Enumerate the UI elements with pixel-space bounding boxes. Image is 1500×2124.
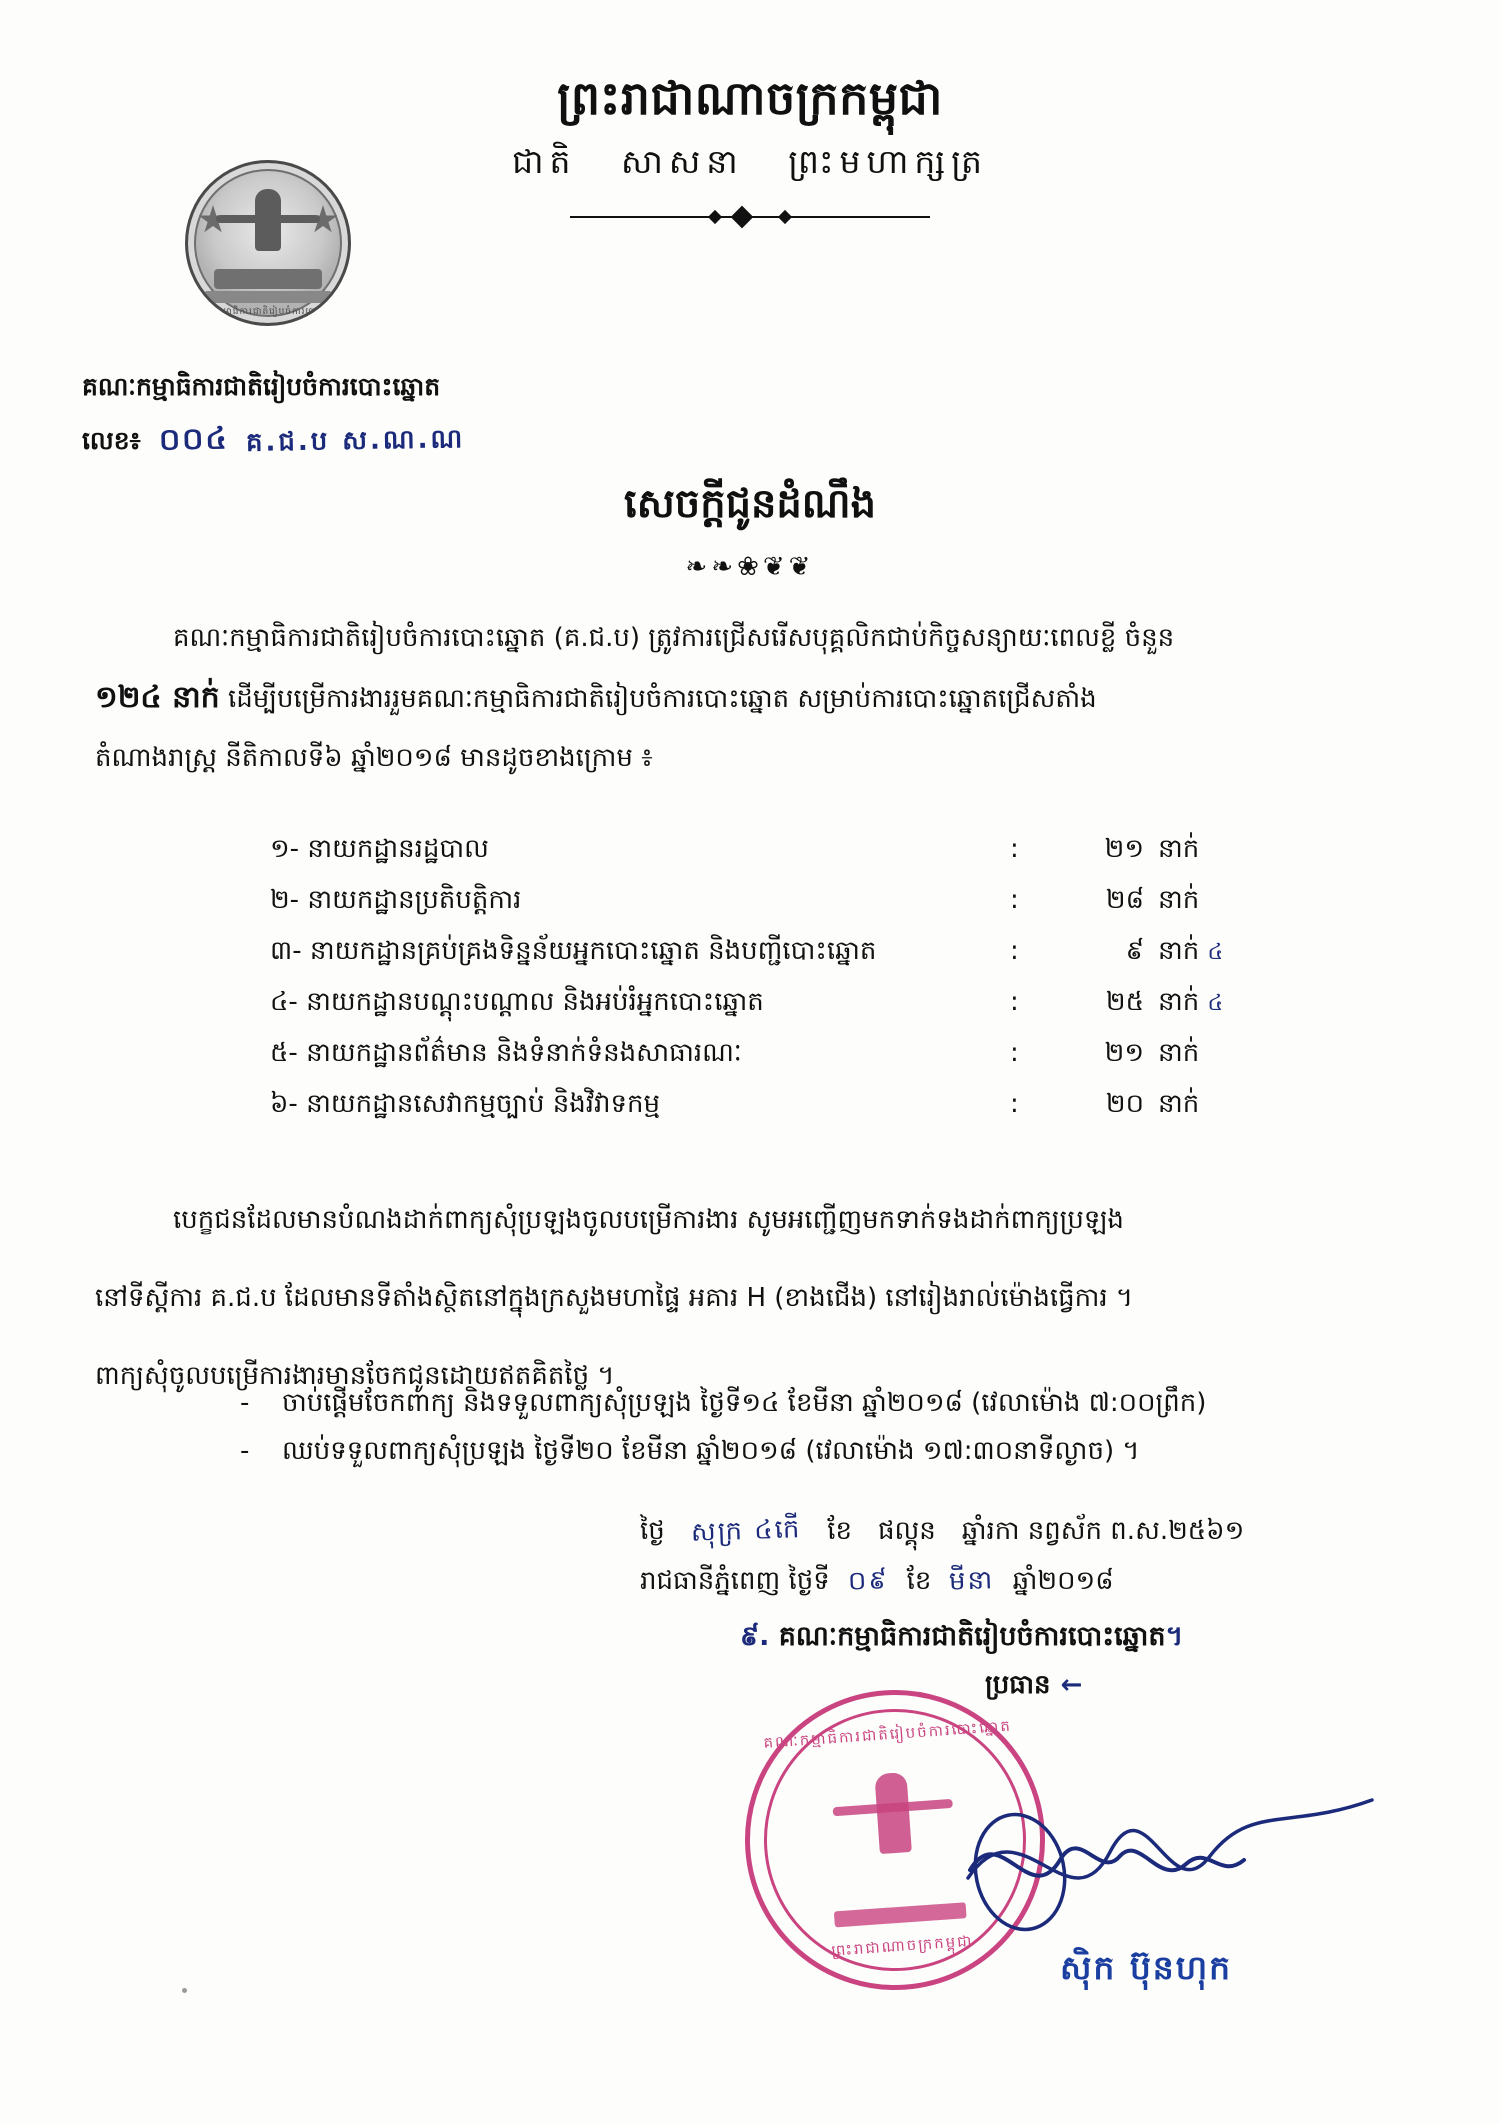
- handwritten-signature: [960, 1760, 1380, 1950]
- list-item: [240, 1386, 1460, 1434]
- instructions-line-1: បេក្ខជនដែលមានបំណងដាក់ពាក្យសុំប្រឡងចូលបម្រើការងារ សូមអញ្ជើញមកទាក់ទងដាក់ពាក្យប្រឡង: [173, 1205, 1124, 1235]
- list-item-number: ២-: [270, 885, 300, 915]
- motto-part-3: ព្រះមហាក្សត្រ: [788, 141, 988, 181]
- list-item-colon: :: [1010, 987, 1019, 1017]
- reference-line: [82, 420, 466, 464]
- seal-top-text: គណៈកម្មាធិការជាតិរៀបចំការបោះឆ្នោត: [762, 1716, 1013, 1752]
- list-item-unit: នាក់ ៤: [1158, 987, 1224, 1017]
- list-item-colon: :: [1010, 936, 1019, 966]
- reference-label: លេខ៖: [82, 426, 141, 455]
- issuing-organization: គណៈកម្មាធិការជាតិរៀបចំការបោះឆ្នោត: [82, 372, 441, 401]
- list-item-label: នាយកដ្ឋានរដ្ឋបាល: [307, 834, 489, 864]
- intro-paragraph: [95, 612, 1415, 788]
- place-month-label: ខែ: [906, 1566, 932, 1596]
- positions-list: [270, 832, 1430, 1138]
- list-item-label: នាយកដ្ឋានព័ត៌មាន និងទំនាក់ទំនងសាធារណៈ: [306, 1038, 742, 1068]
- list-item-colon: :: [1010, 1038, 1019, 1068]
- month-label: ខែ: [827, 1516, 852, 1546]
- list-item-count: ២៥: [1105, 987, 1144, 1017]
- day-handwritten: សុក្រ ៤កើ: [690, 1514, 802, 1548]
- bullet-dash-icon: -: [240, 1436, 250, 1466]
- signing-tail-handwritten: ។: [1165, 1621, 1184, 1652]
- list-item-unit: នាក់: [1158, 1038, 1200, 1068]
- page-title: សេចក្តីជូនដំណឹង: [624, 481, 876, 527]
- month-value: ផល្គុន: [877, 1516, 936, 1546]
- instructions-line-3: ពាក្យសុំចូលបម្រើការងារមានចែកជូនដោយឥតគិតថ្លៃ ។: [95, 1361, 615, 1391]
- buddhist-date-line: [640, 1514, 1420, 1552]
- divider-dot-left: [708, 209, 722, 223]
- emblem-arms: [216, 215, 320, 223]
- arrow-icon: ←: [1060, 1670, 1083, 1700]
- buddhist-year: ឆ្នាំរកា នព្វស័ក ព.ស.២៥៦១: [961, 1516, 1245, 1546]
- schedule-end-text: ឈប់ទទួលពាក្យសុំប្រឡង ថ្ងៃទី២០ ខែមីនា ឆ្នាំ២០១៨ (វេលាម៉ោង ១៧:៣០នាទីល្ងាច) ។: [282, 1436, 1140, 1466]
- list-item-mark: ៤: [1207, 991, 1224, 1016]
- seal-arms: [833, 1799, 953, 1816]
- divider-dot-right: [778, 209, 792, 223]
- place-month-handwritten: មីនា: [948, 1565, 996, 1597]
- signer-role: ប្រធាន ←: [985, 1670, 1083, 1700]
- list-item: [270, 985, 1430, 1036]
- list-item: [270, 1036, 1430, 1087]
- signing-organization-line: [740, 1620, 1183, 1659]
- list-item-mark: ៤: [1207, 940, 1224, 965]
- gregorian-date-line: [640, 1564, 1420, 1602]
- list-item: [270, 1087, 1430, 1138]
- motto-part-1: ជាតិ: [512, 141, 577, 181]
- date-block: [640, 1514, 1420, 1602]
- page-mark: [182, 1988, 187, 1993]
- emblem-rim-text: គណៈកម្មាធិការជាតិរៀបចំការបោះឆ្នោត: [195, 307, 341, 317]
- list-item-number: ៤-: [270, 987, 298, 1017]
- day-label: ថ្ងៃ: [640, 1516, 665, 1546]
- list-item-number: ១-: [270, 834, 300, 864]
- ornamental-divider: [570, 206, 930, 228]
- motto-part-2: សាសនា: [620, 141, 744, 181]
- place-day-handwritten: ០៩: [847, 1565, 890, 1597]
- list-item-unit: នាក់: [1158, 1089, 1200, 1119]
- list-item-number: ៣-: [270, 936, 302, 966]
- list-item-number: ៦-: [270, 1089, 298, 1119]
- intro-line-3: តំណាងរាស្ត្រ នីតិកាលទី៦ ឆ្នាំ២០១៨ មានដូចខាងក្រោម ៖: [95, 743, 653, 773]
- list-item-colon: :: [1010, 885, 1019, 915]
- signer-name: ស៊ិក ប៊ុនហុក: [1060, 1948, 1233, 1987]
- schedule-start-text: ចាប់ផ្ដើមចែកពាក្យ និងទទួលពាក្យសុំប្រឡង ថ្ងៃទី១៤ ខែមីនា ឆ្នាំ២០១៨ (វេលាម៉ោង ៧:០០ព្រឹក): [282, 1388, 1207, 1418]
- intro-line-2: ដើម្បីបម្រើការងាររួមគណៈកម្មាធិការជាតិរៀបចំការបោះឆ្នោត សម្រាប់ការបោះឆ្នោតជ្រើសតាំង: [227, 684, 1097, 714]
- place-label: រាជធានីភ្នំពេញ ថ្ងៃទី: [640, 1566, 830, 1596]
- list-item-unit: នាក់ ៤: [1158, 936, 1224, 966]
- intro-line-1: គណៈកម្មាធិការជាតិរៀបចំការបោះឆ្នោត (គ.ជ.ប) ត្រូវការជ្រើសរើសបុគ្គលិកជាប់កិច្ចសន្យាយៈពេលខ្លី ចំនួន: [173, 623, 1175, 653]
- seal-base: [834, 1902, 967, 1927]
- list-item-unit: នាក់: [1158, 834, 1200, 864]
- kingdom-title: ព្រះរាជាណាចក្រកម្ពុជា: [557, 71, 943, 125]
- instructions-line-2: នៅទីស្ដីការ គ.ជ.ប ដែលមានទីតាំងស្ថិតនៅក្នុងក្រសួងមហាផ្ទៃ អគារ H (ខាងជើង) នៅរៀងរាល់ម៉ោងធ្វើការ ។: [95, 1283, 1134, 1313]
- list-item-colon: :: [1010, 1089, 1019, 1119]
- list-item-count: ៩: [1125, 936, 1144, 966]
- gregorian-year: ឆ្នាំ២០១៨: [1012, 1566, 1114, 1596]
- signing-organization: គណៈកម្មាធិការជាតិរៀបចំការបោះឆ្នោត: [778, 1621, 1166, 1652]
- list-item: [270, 832, 1430, 883]
- headcount-total: ១២៤ នាក់: [95, 680, 220, 715]
- list-item-count: ២១: [1104, 834, 1144, 864]
- list-item-number: ៥-: [270, 1038, 298, 1068]
- list-item-colon: :: [1010, 834, 1019, 864]
- divider-diamond: [731, 205, 754, 228]
- list-item-count: ២០: [1105, 1089, 1144, 1119]
- schedule-list: [240, 1386, 1460, 1482]
- bullet-dash-icon: -: [240, 1388, 250, 1418]
- list-item-count: ២១: [1104, 1038, 1144, 1068]
- list-item: [240, 1434, 1460, 1482]
- emblem-base: [204, 291, 332, 303]
- seal-bottom-text: ព្រះរាជាណាចក្រកម្ពុជា: [830, 1931, 974, 1960]
- list-item: [270, 934, 1430, 985]
- national-emblem-icon: [185, 160, 351, 326]
- title-ornament-icon: ❧❧❀❦❦: [685, 552, 815, 582]
- emblem-pedestal: [214, 269, 322, 289]
- list-item-unit: នាក់: [1158, 885, 1200, 915]
- list-item-label: នាយកដ្ឋានសេវាកម្មច្បាប់ និងវិវាទកម្ម: [306, 1089, 661, 1119]
- list-item-label: នាយកដ្ឋានប្រតិបត្តិការ: [307, 885, 522, 915]
- reference-suffix: គ.ជ.ប ស.ណ.ណ: [246, 424, 466, 458]
- list-item: [270, 883, 1430, 934]
- list-item-count: ២៨: [1105, 885, 1144, 915]
- list-item-label: នាយកដ្ឋានគ្រប់គ្រងទិន្នន័យអ្នកបោះឆ្នោត និងបញ្ជីបោះឆ្នោត: [309, 936, 877, 966]
- signing-prefix-handwritten: ៩.: [740, 1621, 770, 1652]
- list-item-label: នាយកដ្ឋានបណ្ដុះបណ្ដាល និងអប់រំអ្នកបោះឆ្នោត: [306, 987, 764, 1017]
- seal-figure: [874, 1772, 912, 1854]
- reference-number: ០០៤: [158, 421, 229, 458]
